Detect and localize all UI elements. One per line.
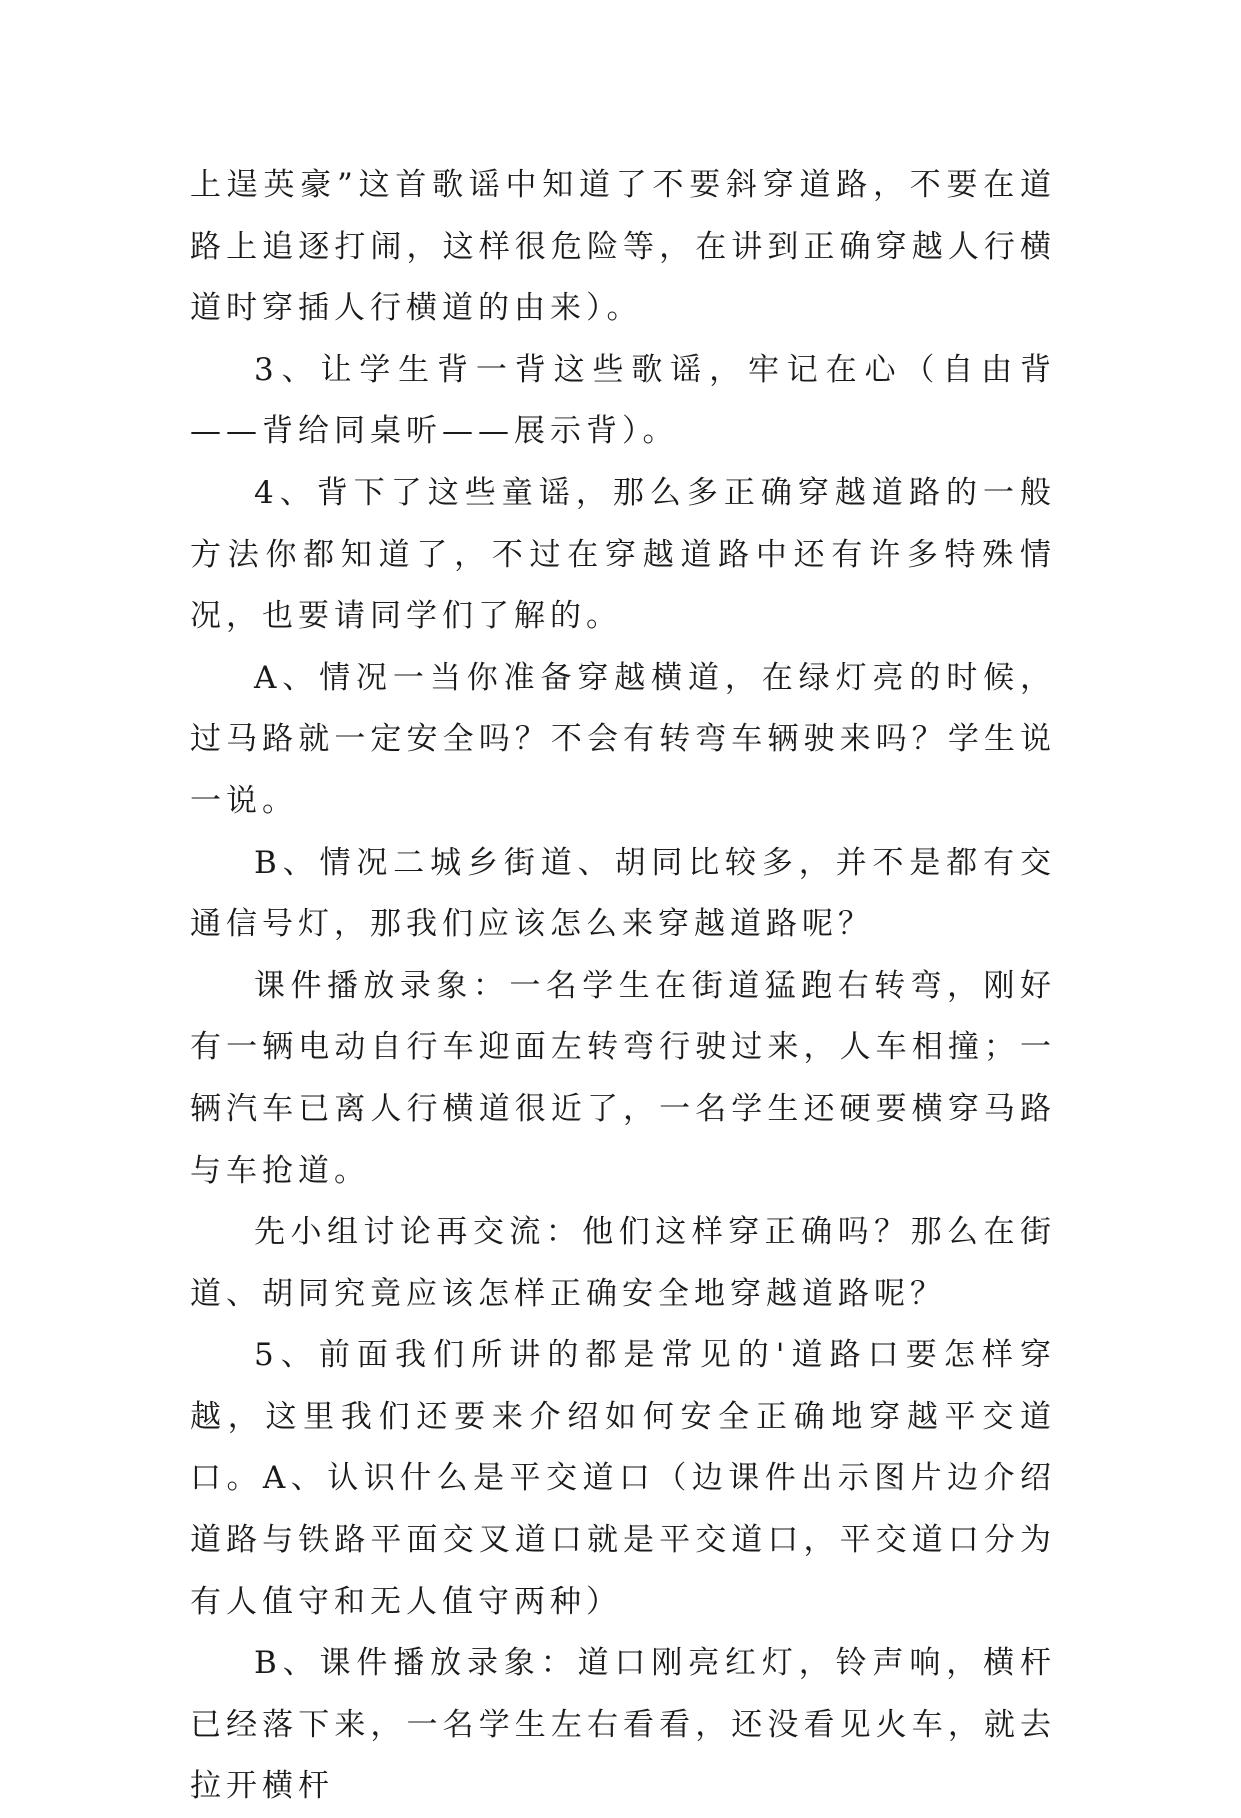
paragraph-8: 5、前面我们所讲的都是常见的'道路口要怎样穿越，这里我们还要来介绍如何安全正确地穿越平交道口。A、认识什么是平交道口（边课件出示图片边介绍道路与铁路平面交叉道口就是平交道口，平交道口分为有人值守和无人值守两种） (190, 1337, 1056, 1620)
paragraph-9: B、课件播放录象：道口刚亮红灯，铃声响，横杆已经落下来，一名学生左右看看，还没看见火车，就去拉开横杆 (190, 1645, 1056, 1805)
paragraph-6: 课件播放录象：一名学生在街道猛跑右转弯，刚好有一辆电动自行车迎面左转弯行驶过来，人车相撞；一辆汽车已离人行横道很近了，一名学生还硬要横穿马路与车抢道。 (190, 967, 1056, 1189)
document-body (190, 155, 1056, 1818)
paragraph-2: 3、让学生背一背这些歌谣，牢记在心（自由背——背给同桌听——展示背）。 (190, 351, 1056, 450)
paragraph-7: 先小组讨论再交流：他们这样穿正确吗？那么在街道、胡同究竟应该怎样正确安全地穿越道路呢？ (190, 1214, 1056, 1312)
paragraph-1: 上逞英豪”这首歌谣中知道了不要斜穿道路，不要在道路上追逐打闹，这样很危险等，在讲到正确穿越人行横道时穿插人行横道的由来）。 (190, 167, 1056, 327)
paragraph-5: B、情况二城乡街道、胡同比较多，并不是都有交通信号灯，那我们应该怎么来穿越道路呢？ (190, 844, 1056, 943)
paragraph-4: A、情况一当你准备穿越横道，在绿灯亮的时候，过马路就一定安全吗？不会有转弯车辆驶来吗？学生说一说。 (190, 659, 1056, 819)
paragraph-3: 4、背下了这些童谣，那么多正确穿越道路的一般方法你都知道了，不过在穿越道路中还有许多特殊情况，也要请同学们了解的。 (190, 474, 1056, 635)
